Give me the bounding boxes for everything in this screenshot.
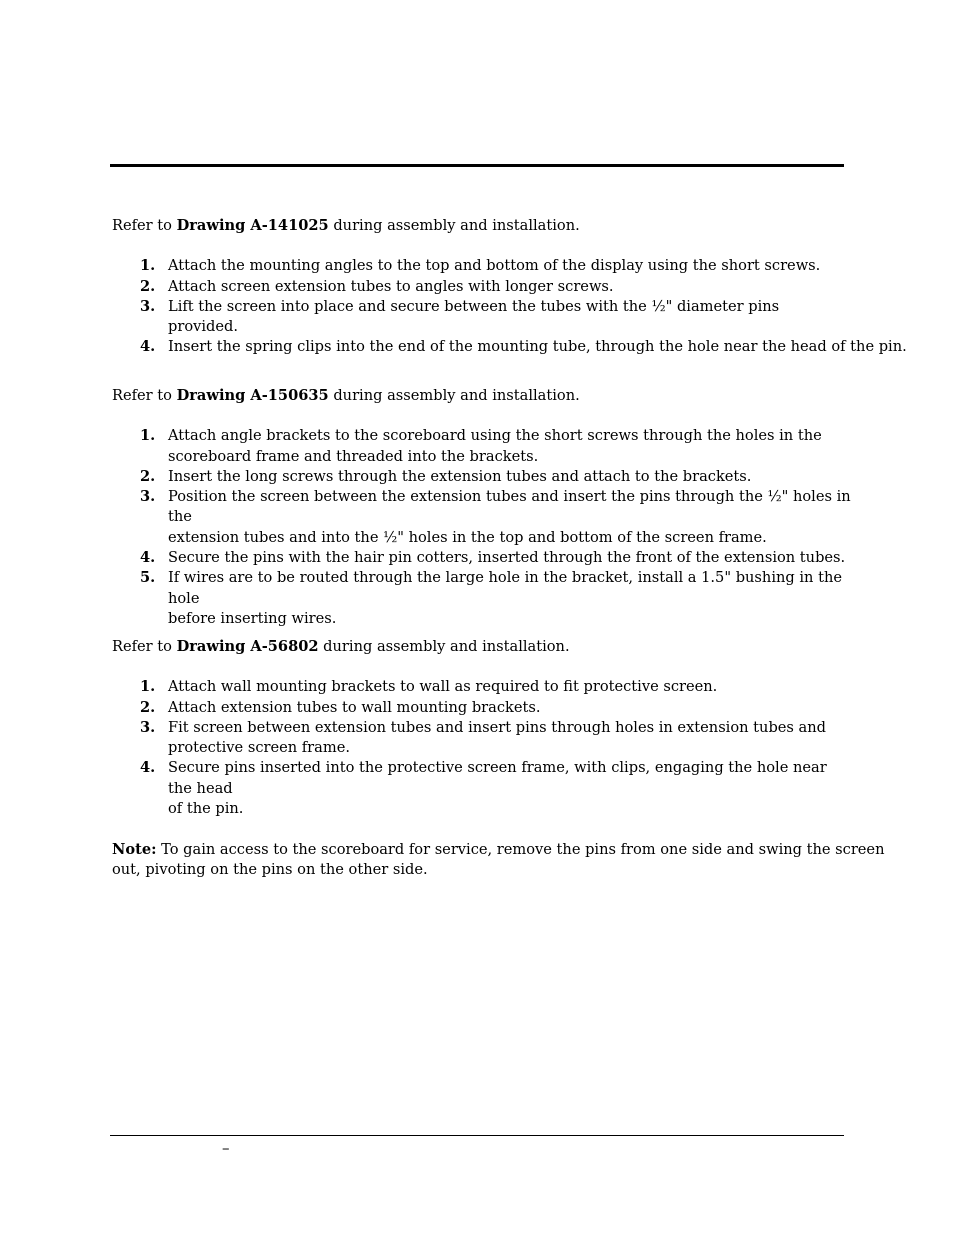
step-text: before inserting wires. (168, 609, 337, 627)
section-3 (112, 637, 852, 819)
step-text: Attach the mounting angles to the top and bottom of the display using the short screws. (168, 257, 821, 275)
step-text: protective screen frame. (168, 739, 350, 757)
note-line (112, 840, 885, 860)
step-text: Attach extension tubes to wall mounting brackets. (168, 698, 541, 716)
step-text: of the pin. (168, 800, 244, 818)
intro-text: Refer to (112, 217, 177, 234)
note-text: out, pivoting on the pins on the other side. (112, 861, 428, 879)
section-2 (112, 386, 852, 629)
drawing-reference: Drawing A-150635 (176, 387, 329, 404)
footer-rule (110, 1135, 844, 1136)
step-number: 1. (140, 427, 156, 445)
step-text: Secure the pins with the hair pin cotters, inserted through the front of the extension tubes. (168, 549, 846, 567)
step-item (112, 677, 852, 697)
step-number: 5. (140, 569, 156, 587)
intro-text: Refer to (112, 638, 177, 655)
step-number: 2. (140, 277, 156, 295)
step-number: 2. (140, 467, 156, 485)
section-1-intro (112, 216, 852, 236)
step-text: Insert the spring clips into the end of the mounting tube, through the hole near the head of the pin. (168, 338, 907, 356)
step-text: Fit screen between extension tubes and insert pins through holes in extension tubes and (168, 718, 826, 736)
step-text: scoreboard frame and threaded into the brackets. (168, 447, 539, 465)
intro-text: during assembly and installation. (328, 387, 580, 404)
step-item (112, 487, 852, 548)
step-text: Position the screen between the extension tubes and insert the pins through the ½" holes in the (168, 488, 851, 526)
step-text: Attach angle brackets to the scoreboard using the short screws through the holes in the (168, 427, 822, 445)
section-1-steps (112, 256, 907, 357)
step-number: 4. (140, 759, 156, 777)
step-item (112, 718, 852, 759)
step-text: Attach screen extension tubes to angles with longer screws. (168, 277, 614, 295)
step-item (112, 337, 907, 357)
step-number: 3. (140, 718, 156, 736)
step-item (112, 277, 852, 297)
step-number: 3. (140, 488, 156, 506)
step-item (112, 467, 852, 487)
drawing-reference: Drawing A-141025 (176, 217, 329, 234)
footer-dash: – (222, 1139, 230, 1157)
step-number: 2. (140, 698, 156, 716)
step-item (112, 568, 852, 629)
step-text: Insert the long screws through the extension tubes and attach to the brackets. (168, 467, 752, 485)
step-item (112, 758, 852, 819)
step-number: 1. (140, 257, 156, 275)
intro-text: during assembly and installation. (318, 638, 570, 655)
step-text: Secure pins inserted into the protective screen frame, with clips, engaging the hole near the head (168, 759, 827, 797)
section-1 (112, 216, 907, 358)
step-text: Attach wall mounting brackets to wall as required to fit protective screen. (168, 678, 718, 696)
section-2-steps (112, 426, 852, 629)
drawing-reference: Drawing A-56802 (176, 638, 319, 655)
step-number: 3. (140, 297, 156, 315)
step-text: If wires are to be routed through the large hole in the bracket, install a 1.5" bushing in the hole (168, 569, 842, 607)
section-3-steps (112, 677, 852, 819)
step-text: Lift the screen into place and secure between the tubes with the ½" diameter pins provided. (168, 297, 780, 336)
note-text: To gain access to the scoreboard for service, remove the pins from one side and swing the screen (156, 841, 885, 858)
step-number: 1. (140, 678, 156, 696)
step-item (112, 256, 852, 276)
section-3-intro (112, 637, 852, 657)
step-number: 4. (140, 338, 156, 356)
intro-text: Refer to (112, 387, 177, 404)
step-text: extension tubes and into the ½" holes in the top and bottom of the screen frame. (168, 528, 767, 546)
header-rule (110, 164, 844, 167)
intro-text: during assembly and installation. (328, 217, 580, 234)
section-2-intro (112, 386, 852, 406)
step-item (112, 548, 852, 568)
step-item (112, 426, 852, 467)
step-item (112, 698, 852, 718)
service-note (112, 840, 885, 881)
step-item (112, 297, 852, 338)
note-label: Note: (112, 841, 157, 858)
step-number: 4. (140, 549, 156, 567)
